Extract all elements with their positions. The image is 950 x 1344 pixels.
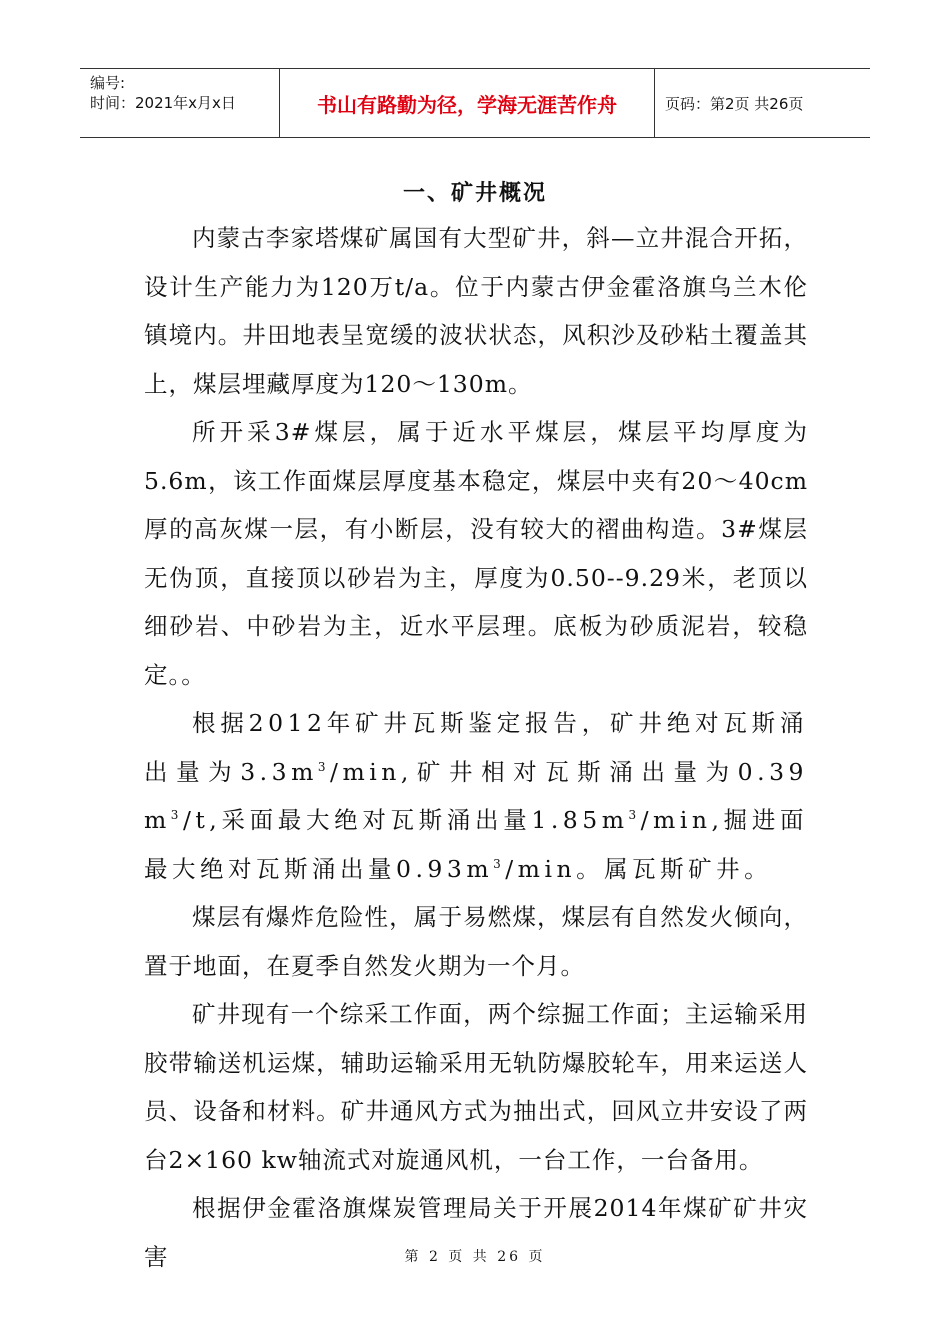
page-header [80,68,870,138]
paragraph-gas: 根据2012年矿井瓦斯鉴定报告，矿井绝对瓦斯涌出量为$3.3m^3/\min$,矿井相对瓦斯涌出量为0.39 $m^3/t$,采面最大绝对瓦斯涌出量$1.85m^3/\min$,掘进面最大绝对瓦斯涌出量$0.93m^3/\min$。属瓦斯矿井。 [144,709,808,883]
header-meta [80,69,280,137]
number-label: 编号: [90,74,126,92]
paragraph-explosion: 煤层有爆炸危险性，属于易燃煤，煤层有自然发火倾向，置于地面，在夏季自然发火期为一个月。 [144,903,808,980]
paragraph-overview: 内蒙古李家塔煤矿属国有大型矿井，斜—立井混合开拓，设计生产能力为120万t/a。位于内蒙古伊金霍洛旗乌兰木伦镇境内。井田地表呈宽缓的波状状态，风积沙及砂粘土覆盖其上，煤层埋藏厚度为120～130m。 [144,224,808,398]
time-label: 时间：2021年x月x日 [90,94,236,112]
page-footer: 第 2 页 共 26 页 [404,1249,546,1265]
section-title: 一、矿井概况 [402,180,547,206]
header-motto: 书山有路勤为径，学海无涯苦作舟 [280,69,655,137]
paragraph-coal-seam: 所开采3#煤层，属于近水平煤层，煤层平均厚度为5.6m，该工作面煤层厚度基本稳定，煤层中夹有20～40cm厚的高灰煤一层，有小断层，没有较大的褶曲构造。3#煤层无伪顶，直接顶以砂岩为主，厚度为0.50--9.29米，老顶以细砂岩、中砂岩为主，近水平层理。底板为砂质泥岩，较稳定。。 [144,418,808,689]
header-page-code: 页码：第2页 共26页 [665,94,804,113]
document-body [144,214,808,1281]
paragraph-bureau: 根据伊金霍洛旗煤炭管理局关于开展2014年煤矿矿井灾害 [144,1194,808,1271]
paragraph-equipment: 矿井现有一个综采工作面，两个综掘工作面；主运输采用胶带输送机运煤，辅助运输采用无轨防爆胶轮车，用来运送人员、设备和材料。矿井通风方式为抽出式，回风立井安设了两台2×160 kw轴流式对旋通风机，一台工作，一台备用。 [144,1000,808,1174]
